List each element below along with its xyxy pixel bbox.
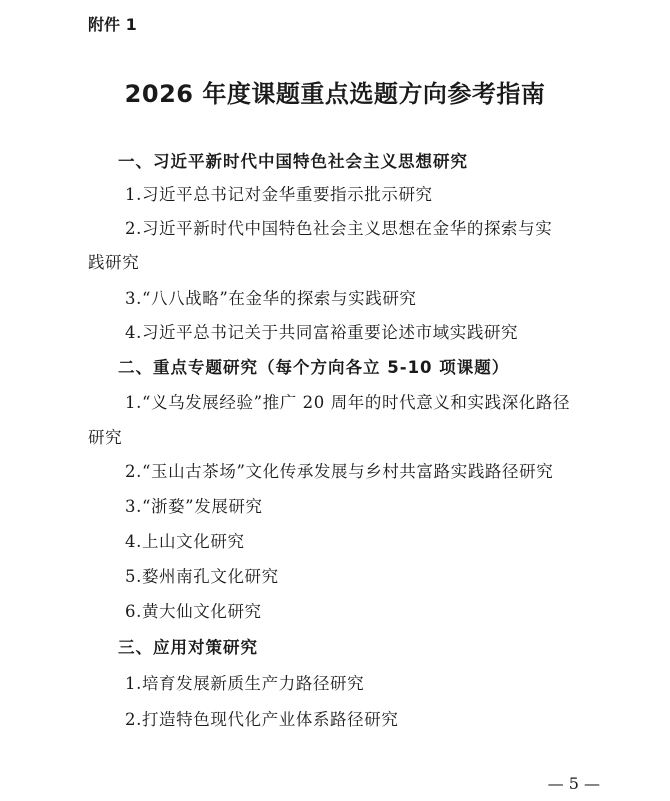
list-item: 5.婺州南孔文化研究 [125, 567, 279, 586]
list-item: 3.“八八战略”在金华的探索与实践研究 [125, 289, 417, 308]
document-title: 2026 年度课题重点选题方向参考指南 [124, 80, 546, 108]
list-item: 4.习近平总书记关于共同富裕重要论述市域实践研究 [125, 323, 519, 342]
list-item-continuation: 践研究 [88, 253, 140, 272]
list-item: 6.黄大仙文化研究 [125, 602, 262, 621]
list-item: 1.培育发展新质生产力路径研究 [125, 674, 365, 693]
page-number: — 5 — [547, 774, 600, 793]
list-item-continuation: 研究 [88, 428, 123, 447]
list-item: 2.习近平新时代中国特色社会主义思想在金华的探索与实 [125, 219, 553, 238]
list-item: 2.打造特色现代化产业体系路径研究 [125, 710, 399, 729]
list-item: 2.“玉山古茶场”文化传承发展与乡村共富路实践路径研究 [125, 462, 554, 481]
section-heading-3: 三、应用对策研究 [118, 638, 258, 657]
list-item: 1.“义乌发展经验”推广 20 周年的时代意义和实践深化路径 [125, 393, 571, 412]
list-item: 3.“浙婺”发展研究 [125, 497, 263, 516]
attachment-label: 附件 1 [88, 15, 137, 34]
section-heading-1: 一、习近平新时代中国特色社会主义思想研究 [118, 152, 468, 171]
list-item: 4.上山文化研究 [125, 532, 245, 551]
section-heading-2: 二、重点专题研究（每个方向各立 5-10 项课题） [118, 358, 510, 377]
list-item: 1.习近平总书记对金华重要指示批示研究 [125, 185, 433, 204]
